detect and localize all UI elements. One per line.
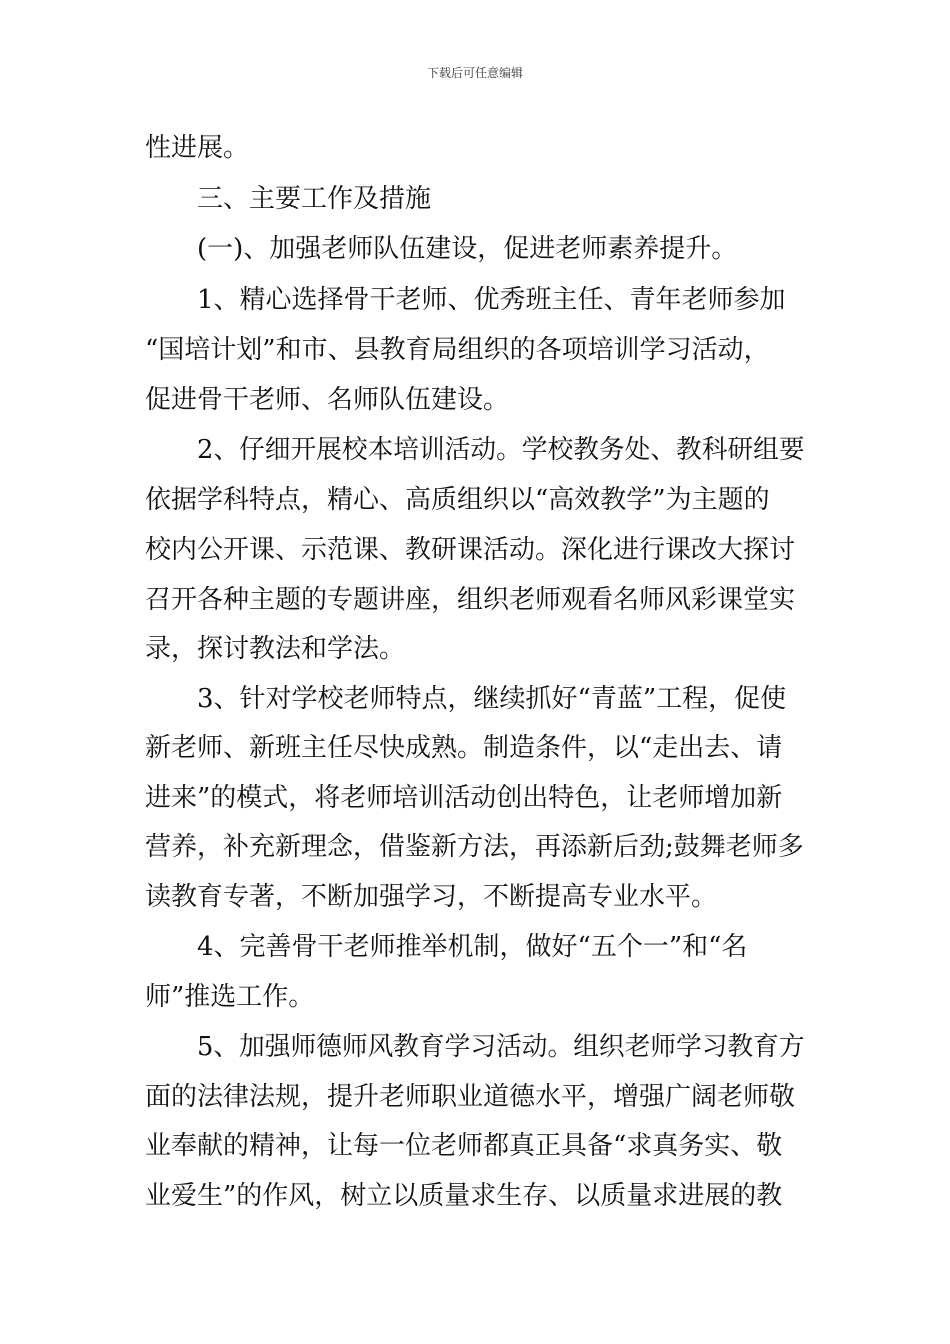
text-line: 读教育专著，不断加强学习，不断提高专业水平。 xyxy=(145,882,718,912)
text-line: 2、仔细开展校本培训活动。学校教务处、教科研组要 xyxy=(197,435,805,465)
text-line: 师”推选工作。 xyxy=(145,982,315,1012)
text-line: 依据学科特点，精心、高质组织以“高效教学”为主题的 xyxy=(145,485,770,515)
text-line: 新老师、新班主任尽快成熟。制造条件，以“走出去、请 xyxy=(145,733,783,763)
text-line: “国培计划”和市、县教育局组织的各项培训学习活动， xyxy=(145,335,770,365)
text-line: 性进展。 xyxy=(145,133,250,163)
text-line: 进来”的模式，将老师培训活动创出特色，让老师增加新 xyxy=(145,783,783,813)
text-line: 1、精心选择骨干老师、优秀班主任、青年老师参加 xyxy=(197,285,786,315)
text-line: 5、加强师德师风教育学习活动。组织老师学习教育方 xyxy=(197,1032,805,1062)
text-line: 召开各种主题的专题讲座，组织老师观看名师风彩课堂实 xyxy=(145,585,796,615)
text-line: 4、完善骨干老师推举机制，做好“五个一”和“名 xyxy=(197,932,748,962)
text-line: 面的法律法规，提升老师职业道德水平，增强广阔老师敬 xyxy=(145,1082,796,1112)
page-header: 下载后可任意编辑 xyxy=(426,66,523,80)
text-line: 3、针对学校老师特点，继续抓好“青蓝”工程，促使 xyxy=(197,684,787,714)
section-heading: 三、主要工作及措施 xyxy=(197,184,432,214)
text-line: 营养，补充新理念，借鉴新方法，再添新后劲;鼓舞老师多 xyxy=(145,832,804,862)
subsection-heading: (一)、加强老师队伍建设，促进老师素养提升。 xyxy=(197,234,738,264)
text-line: 校内公开课、示范课、教研课活动。深化进行课改大探讨 xyxy=(145,535,796,565)
text-line: 业爱生”的作风，树立以质量求生存、以质量求进展的教 xyxy=(145,1181,783,1211)
text-line: 业奉献的精神，让每一位老师都真正具备“求真务实、敬 xyxy=(145,1131,783,1161)
text-line: 促进骨干老师、名师队伍建设。 xyxy=(145,385,510,415)
text-line: 录，探讨教法和学法。 xyxy=(145,634,406,664)
